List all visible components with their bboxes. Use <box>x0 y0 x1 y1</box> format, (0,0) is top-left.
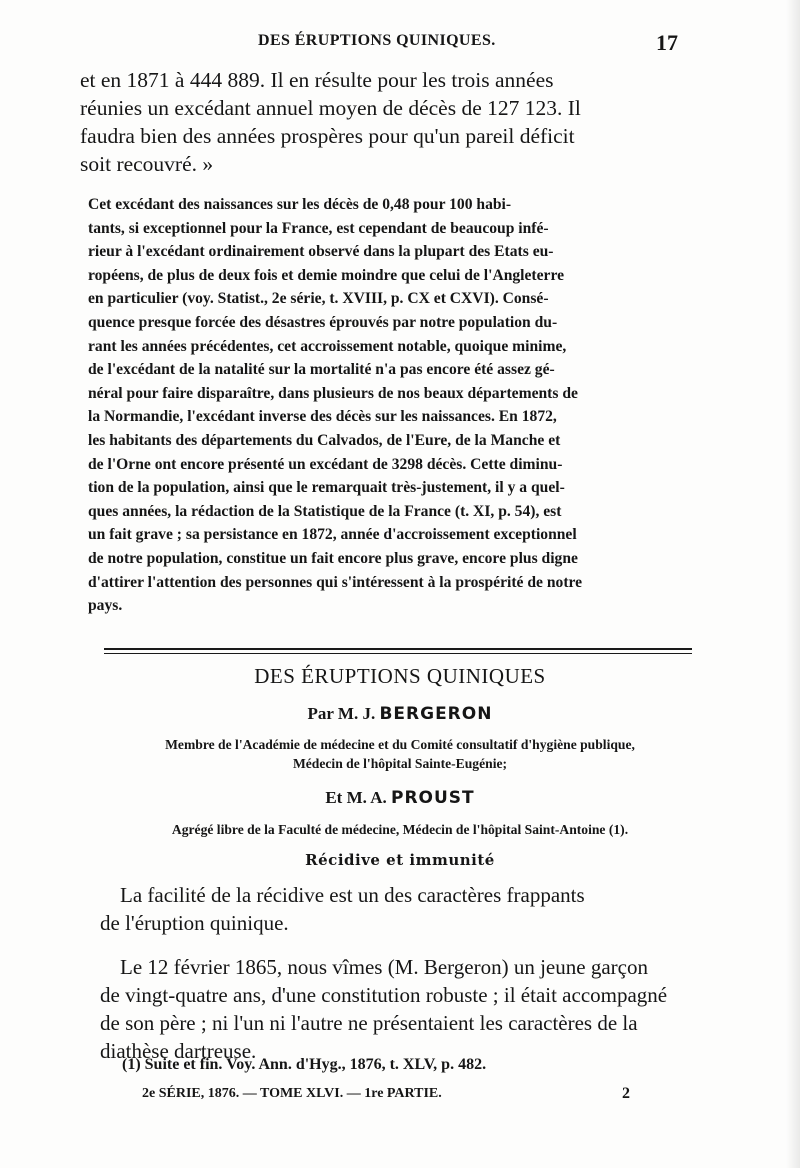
running-title: DES ÉRUPTIONS QUINIQUES. <box>258 32 496 49</box>
text-line: tion de la population, ainsi que le remarquait très-justement, il y a quel- <box>88 479 565 497</box>
body-paragraph-case <box>100 953 696 1065</box>
section-divider-thin <box>104 653 692 654</box>
text-line: Le 12 février 1865, nous vîmes (M. Bergeron) un jeune garçon <box>120 955 648 979</box>
page-edge-shadow <box>786 0 800 1168</box>
affiliation-line: Médecin de l'hôpital Sainte-Eugénie; <box>292 756 508 771</box>
text-line: de notre population, constitue un fait encore plus grave, encore plus digne <box>88 549 578 567</box>
text-line: d'attirer l'attention des personnes qui s'intéressent à la prospérité de notre <box>88 573 583 591</box>
text-line: de l'Orne ont encore présenté un excédant de 3298 décès. Cette diminu- <box>88 455 563 473</box>
text-line: faudra bien des années prospères pour qu'un pareil déficit <box>80 124 575 148</box>
lead-paragraph <box>80 66 680 178</box>
text-line: rieur à l'excédant ordinairement observé dans la plupart des Etats eu- <box>88 243 554 261</box>
text-line: soit recouvré. » <box>80 152 214 176</box>
signature-mark: 2 <box>622 1085 630 1102</box>
text-line: la Normandie, l'excédant inverse des décès sur les naissances. En 1872, <box>88 408 557 426</box>
body-paragraph-recurrence <box>100 881 696 937</box>
author-prefix: Et M. A. <box>325 788 387 807</box>
author-affiliation-bergeron <box>0 735 800 773</box>
text-line: quence presque forcée des désastres éprouvés par notre population du- <box>88 313 558 331</box>
text-line: ropéens, de plus de deux fois et demie moindre que celui de l'Angleterre <box>88 266 565 284</box>
text-line: rant les années précédentes, cet accroissement notable, quoique minime, <box>88 337 567 355</box>
text-line: un fait grave ; sa persistance en 1872, année d'accroissement exceptionnel <box>88 526 577 544</box>
text-line: de son père ; ni l'un ni l'autre ne présentaient les caractères de la <box>100 1011 638 1035</box>
text-line: ques années, la rédaction de la Statistique de la France (t. XI, p. 54), est <box>88 502 562 520</box>
text-line: les habitants des départements du Calvados, de l'Eure, de la Manche et <box>88 431 561 449</box>
text-line: réunies un excédant annuel moyen de décès de 127 123. Il <box>80 96 581 120</box>
text-line: néral pour faire disparaître, dans plusieurs de nos beaux départements de <box>88 384 578 402</box>
text-line: et en 1871 à 444 889. Il en résulte pour les trois années <box>80 68 554 92</box>
affiliation-line: Membre de l'Académie de médecine et du Comité consultatif d'hygiène publique, <box>165 737 635 752</box>
author-prefix: Par M. J. <box>307 704 376 723</box>
running-head <box>0 30 800 56</box>
text-line: diathèse dartreuse. <box>100 1039 257 1063</box>
text-line: La facilité de la récidive est un des caractères frappants <box>120 883 585 907</box>
footnote: (1) Suite et fin. Voy. Ann. d'Hyg., 1876, t. XLV, p. 482. <box>122 1056 487 1073</box>
text-line: de vingt-quatre ans, d'une constitution robuste ; il était accompagné <box>100 983 668 1007</box>
text-line: tants, si exceptionnel pour la France, est cependant de beaucoup infé- <box>88 219 549 237</box>
section-subheading: Récidive et immunité <box>305 851 495 869</box>
text-line: de l'éruption quinique. <box>100 911 289 935</box>
text-line: en particulier (voy. Statist., 2e série, t. XVIII, p. CX et CXVI). Consé- <box>88 290 549 308</box>
author-line-bergeron <box>0 704 800 724</box>
author-name: PROUST <box>390 788 475 808</box>
page-footer <box>142 1086 662 1102</box>
author-affiliation-proust: Agrégé libre de la Faculté de médecine, Médecin de l'hôpital Saint-Antoine (1). <box>171 822 629 837</box>
series-line: 2e SÉRIE, 1876. — TOME XLVI. — 1re PARTIE. <box>142 1086 442 1101</box>
text-line: Cet excédant des naissances sur les décès de 0,48 pour 100 habi- <box>88 196 512 213</box>
page-number: 17 <box>656 30 678 55</box>
section-divider-thick <box>104 648 692 650</box>
author-name: BERGERON <box>379 704 493 724</box>
text-line: pays. <box>88 597 123 615</box>
statistics-paragraph <box>88 193 692 618</box>
author-line-proust <box>0 788 800 808</box>
article-title: DES ÉRUPTIONS QUINIQUES <box>254 664 546 688</box>
text-line: de l'excédant de la natalité sur la mortalité n'a pas encore été assez gé- <box>88 361 555 379</box>
